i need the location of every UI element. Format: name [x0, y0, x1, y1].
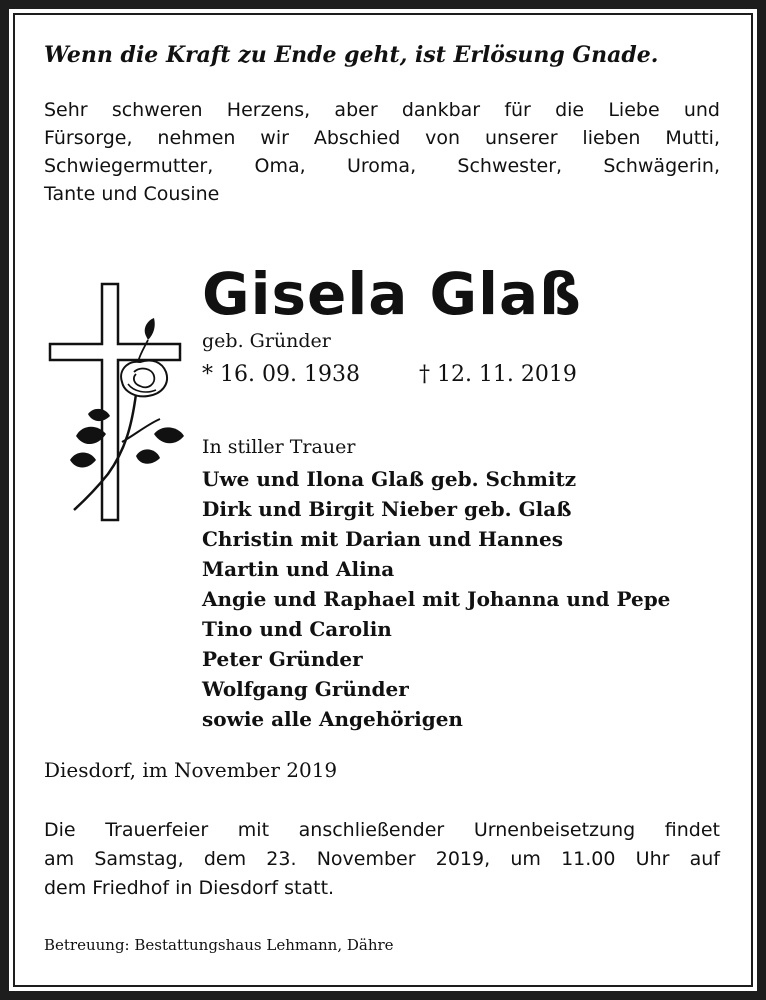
intro-line: Schwiegermutter, Oma, Uroma, Schwester, Schwägerin, — [44, 155, 720, 177]
mourner-entry: Uwe und Ilona Glaß geb. Schmitz — [202, 467, 577, 491]
ceremony-paragraph — [44, 816, 720, 903]
mourner-entry: Peter Gründer — [202, 647, 363, 671]
mourner-entry: Christin mit Darian und Hannes — [202, 527, 564, 551]
deceased-name: Gisela Glaß — [202, 260, 582, 328]
funeral-home-note: Betreuung: Bestattungshaus Lehmann, Dähre — [44, 936, 394, 954]
intro-line: Sehr schweren Herzens, aber dankbar für die Liebe und — [44, 99, 720, 121]
mourner-entry: Martin und Alina — [202, 557, 395, 581]
mourner-entry: Wolfgang Gründer — [202, 677, 409, 701]
place-date: Diesdorf, im November 2019 — [44, 758, 338, 782]
mourner-entry: sowie alle Angehörigen — [202, 707, 463, 731]
mourner-entry: Dirk und Birgit Nieber geb. Glaß — [202, 497, 572, 521]
intro-line: Tante und Cousine — [44, 183, 220, 205]
intro-line: Fürsorge, nehmen wir Abschied von unserer lieben Mutti, — [44, 127, 720, 149]
mourners-list — [202, 464, 670, 734]
maiden-name: geb. Gründer — [202, 330, 331, 352]
mourner-entry: Tino und Carolin — [202, 617, 392, 641]
ceremony-line: dem Friedhof in Diesdorf statt. — [44, 877, 335, 899]
mourning-phrase: In stiller Trauer — [202, 436, 356, 458]
life-dates — [202, 362, 577, 387]
motto-heading: Wenn die Kraft zu Ende geht, ist Erlösung Gnade. — [44, 42, 659, 68]
mourner-entry: Angie und Raphael mit Johanna und Pepe — [202, 587, 671, 611]
obituary-card — [9, 9, 757, 991]
birth-date: * 16. 09. 1938 — [202, 362, 360, 387]
death-date: † 12. 11. 2019 — [418, 362, 577, 387]
ceremony-line: Die Trauerfeier mit anschließender Urnenbeisetzung findet — [44, 819, 720, 841]
ceremony-line: am Samstag, dem 23. November 2019, um 11.00 Uhr auf — [44, 848, 720, 870]
intro-paragraph — [44, 96, 720, 208]
cross-with-rose-icon — [36, 274, 186, 524]
